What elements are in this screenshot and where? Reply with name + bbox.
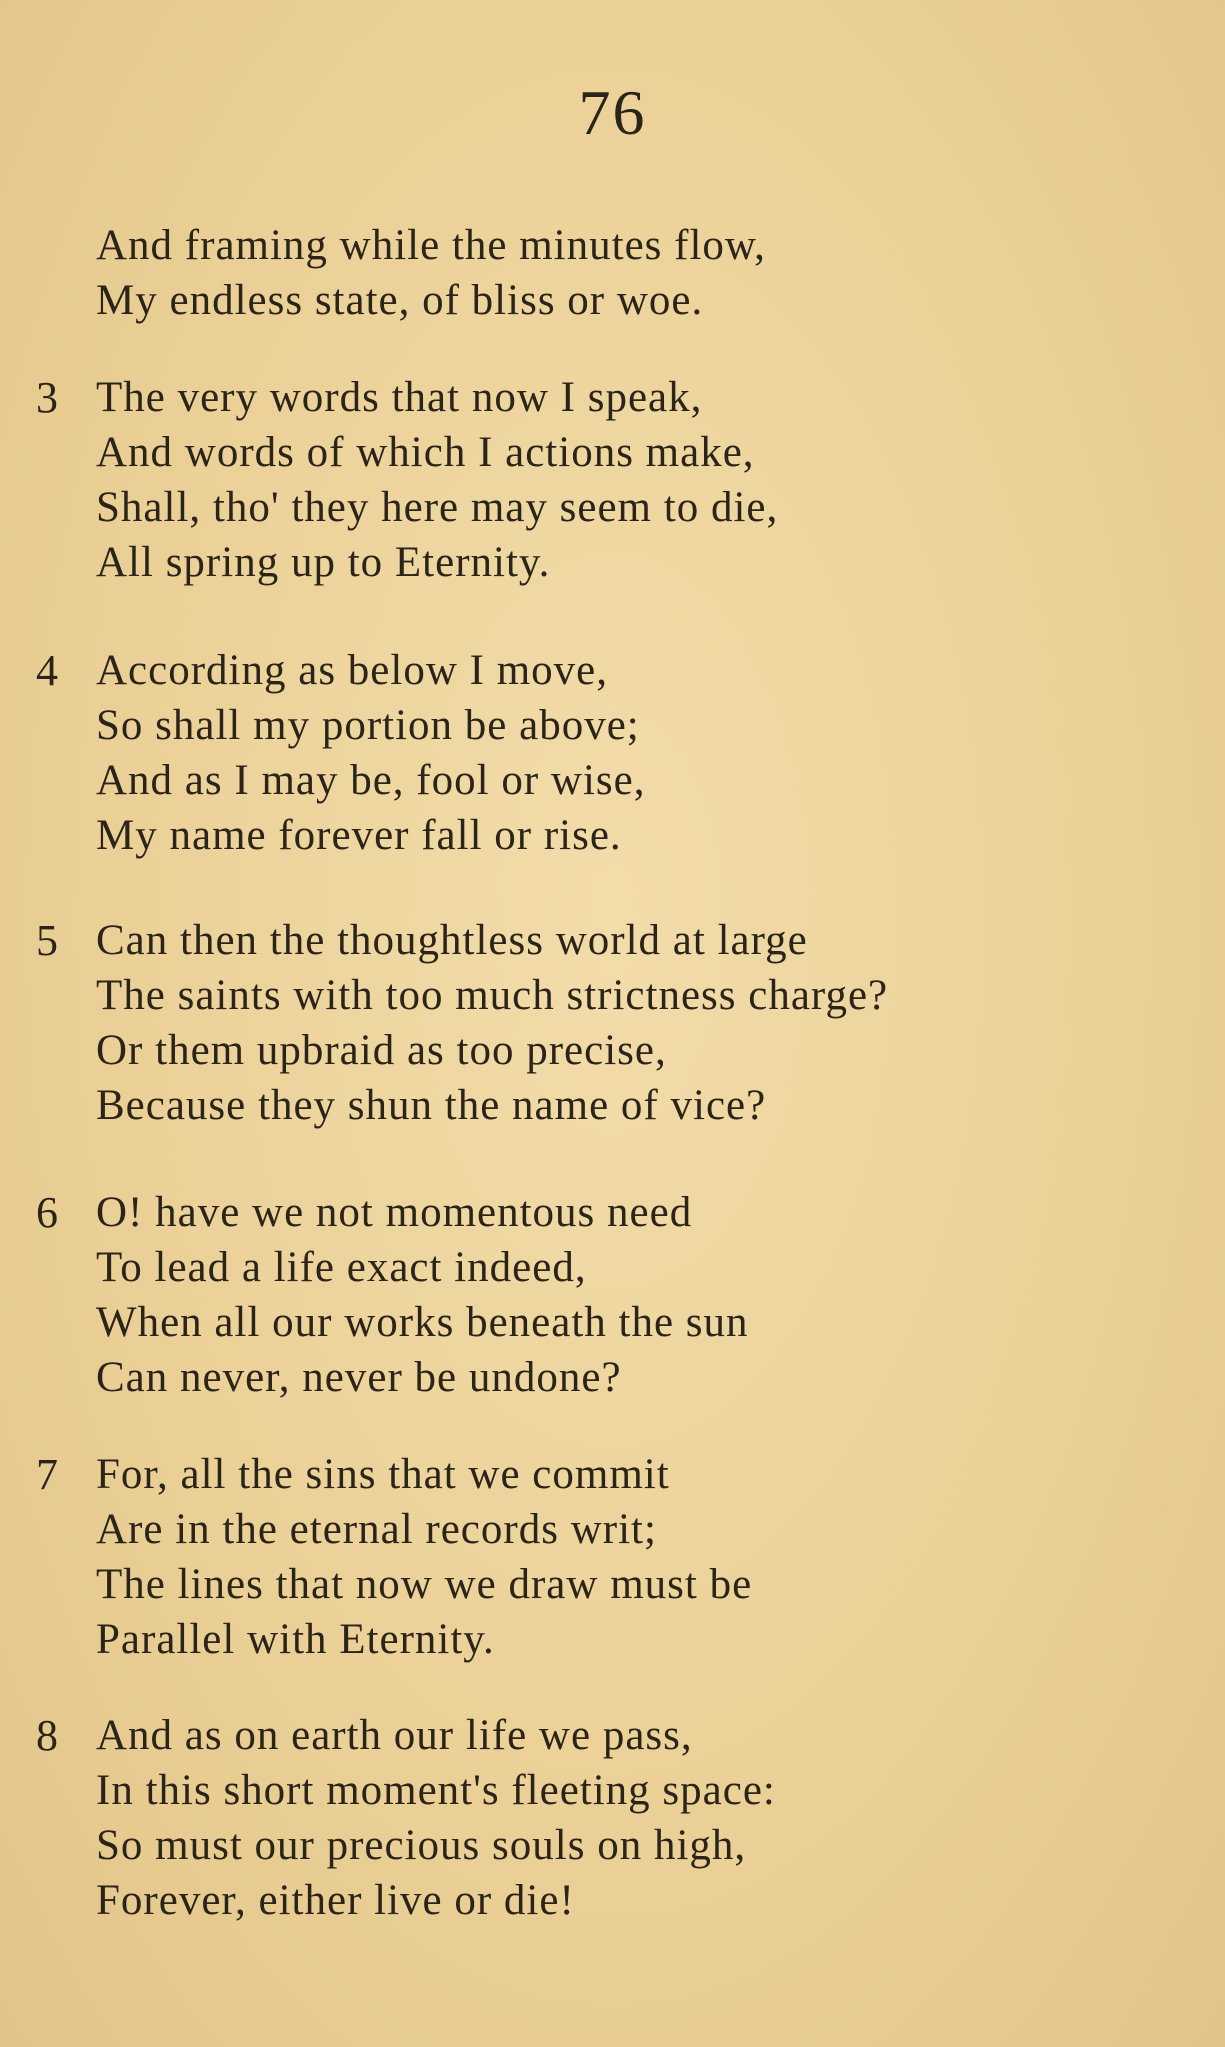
stanza-line: Are in the eternal records writ; (96, 1506, 657, 1553)
stanza-line: In this short moment's fleeting space: (96, 1767, 776, 1814)
stanza-line: The lines that now we draw must be (96, 1561, 753, 1608)
stanza-line: My endless state, of bliss or woe. (96, 277, 704, 324)
stanza-line: My name forever fall or rise. (96, 812, 622, 859)
stanza-number: 6 (36, 1188, 58, 1237)
stanza-line: When all our works beneath the sun (96, 1299, 749, 1346)
stanza-line: The very words that now I speak, (96, 374, 703, 421)
stanza-line: For, all the sins that we commit (96, 1451, 670, 1498)
stanza-line: To lead a life exact indeed, (96, 1244, 587, 1291)
stanza-number: 4 (36, 646, 58, 695)
stanza-line: O! have we not momentous need (96, 1189, 693, 1236)
stanza-line: So shall my portion be above; (96, 702, 640, 749)
stanza-line: Can then the thoughtless world at large (96, 917, 808, 964)
stanza-line: All spring up to Eternity. (96, 539, 551, 586)
page-number: 76 (578, 77, 647, 148)
stanza-line: Shall, tho' they here may seem to die, (96, 484, 779, 531)
stanza-number: 3 (36, 373, 58, 422)
stanza-line: Forever, either live or die! (96, 1877, 575, 1924)
stanza-line: And as on earth our life we pass, (96, 1712, 693, 1759)
stanza-line: And as I may be, fool or wise, (96, 757, 646, 804)
stanza-line: Can never, never be undone? (96, 1354, 622, 1401)
stanza-line: According as below I move, (96, 647, 608, 694)
stanza-number: 7 (36, 1450, 58, 1499)
stanza-line: Because they shun the name of vice? (96, 1082, 767, 1129)
stanza-line: Or them upbraid as too precise, (96, 1027, 667, 1074)
stanza-number: 8 (36, 1711, 58, 1760)
stanza-line: Parallel with Eternity. (96, 1616, 495, 1663)
stanza-line: And words of which I actions make, (96, 429, 755, 476)
stanza-line: The saints with too much strictness charge? (96, 972, 889, 1019)
stanza-line: So must our precious souls on high, (96, 1822, 747, 1869)
stanza-line: And framing while the minutes flow, (96, 222, 766, 269)
stanza-number: 5 (36, 916, 58, 965)
